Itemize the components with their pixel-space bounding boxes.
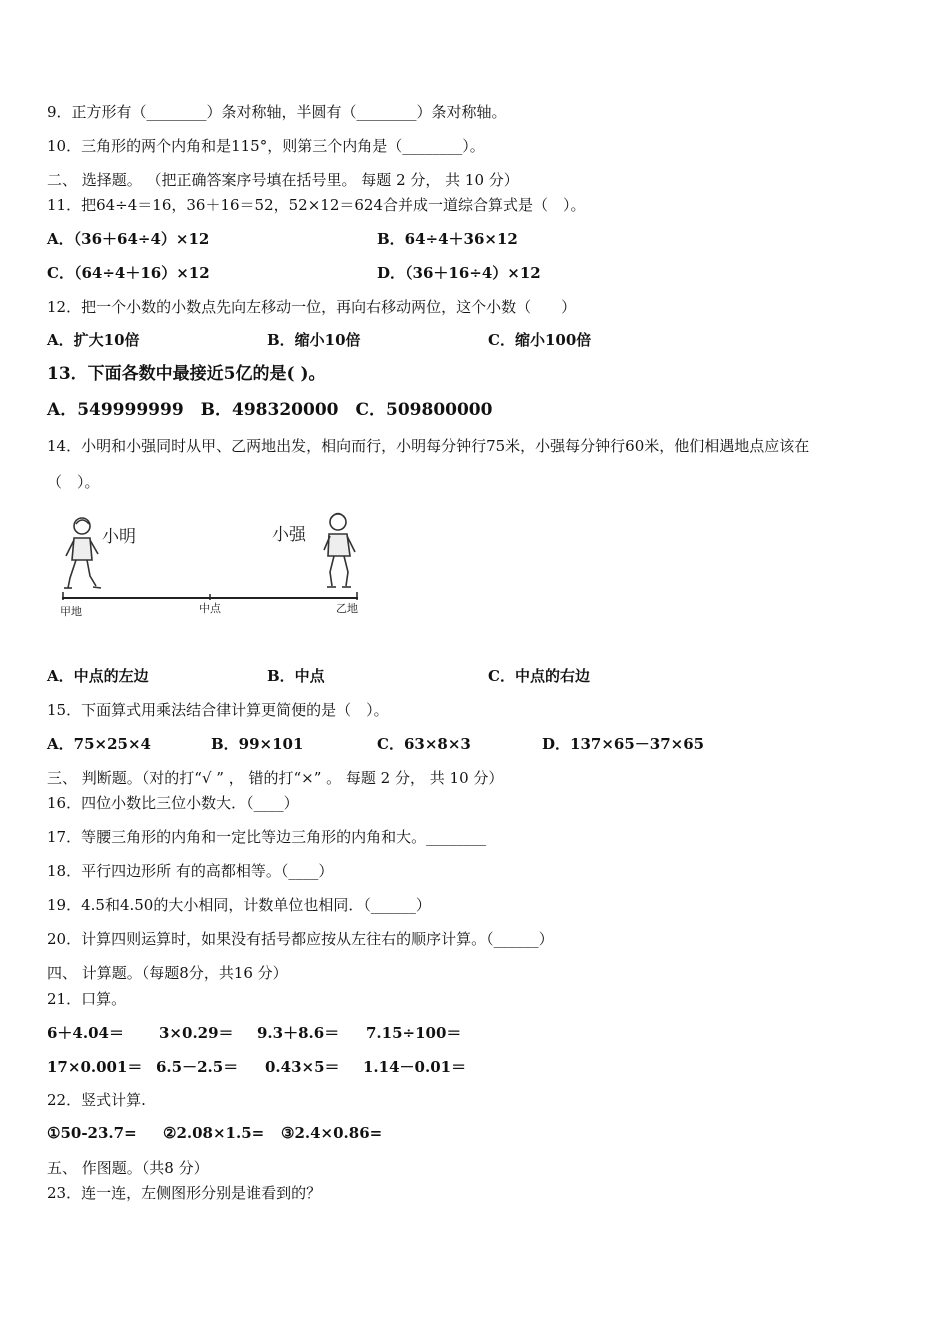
option-c: C．中点的右边 xyxy=(488,667,590,685)
left-name-label: 小明 xyxy=(102,527,136,547)
question-14-stem: 14．小明和小强同时从甲、乙两地出发，相向而行，小明每分钟行75米，小强每分钟行60米，他们相遇地点应该在 xyxy=(47,437,810,455)
mental-calc-item: 9.3＋8.6＝ xyxy=(257,1024,340,1042)
option-c: C．缩小100倍 xyxy=(488,331,592,349)
mental-calc-item: 6＋4.04＝ xyxy=(47,1024,124,1042)
question-20: 20．计算四则运算时，如果没有括号都应按从左往右的顺序计算。（______） xyxy=(47,930,554,948)
walkers-illustration xyxy=(60,508,365,623)
question-19: 19．4.5和4.50的大小相同，计数单位也相同．（______） xyxy=(47,896,431,914)
section-3-heading: 三、 判断题。（对的打“√ ” ， 错的打“×” 。 每题 2 分， 共 10 分） xyxy=(47,769,504,787)
section-4-heading: 四、 计算题。（每题8分，共16 分） xyxy=(47,964,288,982)
question-11-options-row1 xyxy=(47,229,647,249)
option-c: C．（64÷4＋16）×12 xyxy=(47,264,210,282)
option-b: B．中点 xyxy=(267,667,325,685)
question-14-options xyxy=(47,666,747,686)
option-d: D．137×65－37×65 xyxy=(542,735,705,753)
option-c: C．63×8×3 xyxy=(377,735,471,753)
mental-calc-item: 0.43×5＝ xyxy=(265,1058,340,1076)
question-17: 17．等腰三角形的内角和一定比等边三角形的内角和大。________ xyxy=(47,828,487,846)
question-22-stem: 22．竖式计算. xyxy=(47,1091,146,1109)
question-18: 18．平行四边形所 有的高都相等。（____） xyxy=(47,862,334,880)
question-16: 16．四位小数比三位小数大．（____） xyxy=(47,794,299,812)
option-a: A．扩大10倍 xyxy=(47,331,140,349)
right-name-label: 小强 xyxy=(272,525,306,545)
option-b: B．64÷4＋36×12 xyxy=(377,230,518,248)
question-15-options xyxy=(47,734,747,754)
option-d: D．（36＋16÷4）×12 xyxy=(377,264,541,282)
vertical-calc-item: ②2.08×1.5= xyxy=(163,1124,265,1142)
midpoint-label: 中点 xyxy=(199,602,221,615)
right-walker-icon xyxy=(324,514,355,588)
section-2-heading: 二、 选择题。 （把正确答案序号填在括号里。 每题 2 分， 共 10 分） xyxy=(47,171,519,189)
question-10: 10．三角形的两个内角和是115°，则第三个内角是（________）。 xyxy=(47,137,485,155)
question-11-options-row2 xyxy=(47,263,647,283)
end-place-label: 乙地 xyxy=(336,602,358,615)
vertical-calc-item: ③2.4×0.86= xyxy=(281,1124,383,1142)
question-12-stem: 12．把一个小数的小数点先向左移动一位，再向右移动两位，这个小数（ ） xyxy=(47,298,577,316)
question-13-stem: 13．下面各数中最接近5亿的是( )。 xyxy=(47,364,326,384)
option-a: A．（36＋64÷4）×12 xyxy=(47,230,210,248)
start-place-label: 甲地 xyxy=(60,605,82,618)
left-walker-icon xyxy=(64,518,101,588)
option-a: A．中点的左边 xyxy=(47,667,149,685)
question-23: 23．连一连，左侧图形分别是谁看到的？ xyxy=(47,1184,322,1202)
question-12-options xyxy=(47,330,747,350)
question-11-stem: 11．把64÷4＝16，36＋16＝52，52×12＝624合并成一道综合算式是（ ）。 xyxy=(47,196,586,214)
option-b: B．缩小10倍 xyxy=(267,331,361,349)
section-5-heading: 五、 作图题。（共8 分） xyxy=(47,1159,209,1177)
mental-calc-item: 6.5－2.5＝ xyxy=(156,1058,239,1076)
question-13-options: A．549999999 B．498320000 C．509800000 xyxy=(47,400,493,420)
question-9: 9．正方形有（________）条对称轴，半圆有（________）条对称轴。 xyxy=(47,103,507,121)
question-14-stem-2: （ ）。 xyxy=(47,473,100,491)
option-b: B．99×101 xyxy=(211,735,304,753)
mental-calc-item: 3×0.29＝ xyxy=(159,1024,234,1042)
question-21-stem: 21．口算。 xyxy=(47,990,127,1008)
mental-calc-item: 17×0.001＝ xyxy=(47,1058,143,1076)
meeting-point-figure xyxy=(60,508,365,623)
mental-calc-item: 7.15÷100＝ xyxy=(366,1024,462,1042)
mental-calc-item: 1.14－0.01＝ xyxy=(363,1058,467,1076)
vertical-calc-item: ①50-23.7= xyxy=(47,1124,137,1142)
question-15-stem: 15．下面算式用乘法结合律计算更简便的是（ ）。 xyxy=(47,701,389,719)
option-a: A．75×25×4 xyxy=(47,735,151,753)
